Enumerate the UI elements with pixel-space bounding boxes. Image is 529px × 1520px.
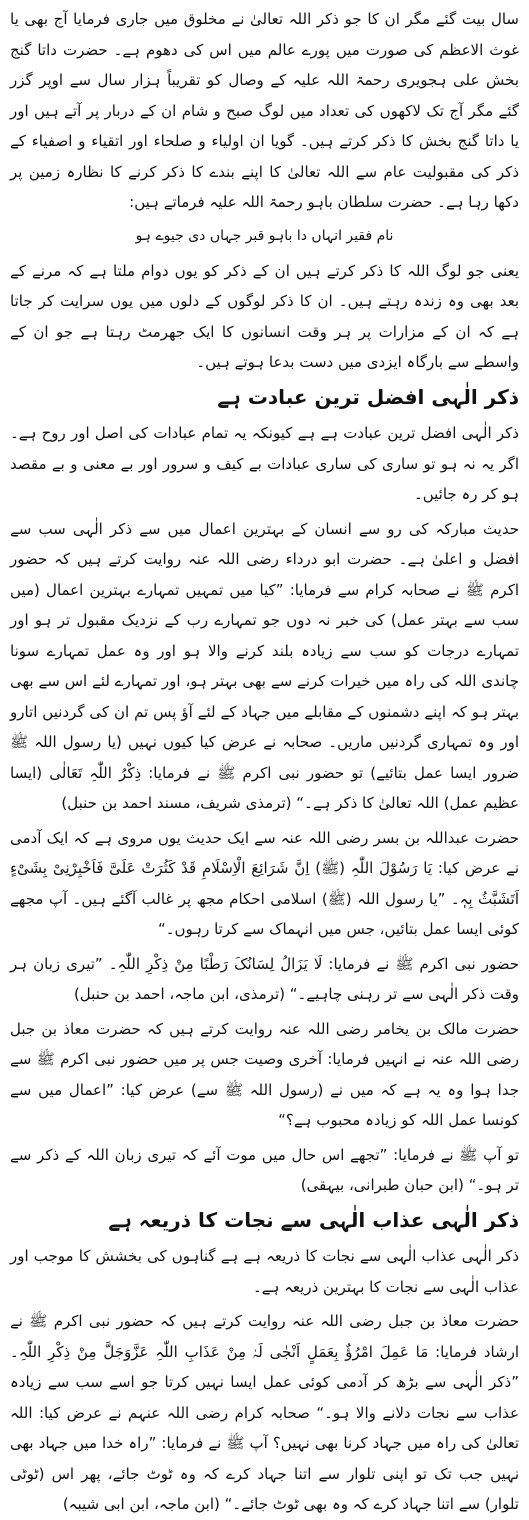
paragraph-malik-bin-yakhamir: حضرت مالک بن یخامر رضی اللہ عنہ روایت کرتے ہیں کہ حضرت معاذ بن جبل رضی اللہ عنہ نے انہیں فرمایا: آخری وصیت جس پر میں حضور نبی اکرم ﷺ سے جدا ہوا وہ یہ ہے کہ میں نے (رسول اللہ ﷺ سے) عرض کیا: ”اعمال میں سے کونسا عمل اللہ کو زیادہ محبوب ہے؟“	[10, 1019, 519, 1129]
verse-line: نام فقیر انہاں دا باہو قبر جہاں دی جیوے ہو	[135, 227, 394, 244]
paragraph-abdullah-bin-busr-hadith: حضرت عبداللہ بن بسر رضی اللہ عنہ سے ایک حدیث یوں مروی ہے کہ ایک آدمی نے عرض کیا: یَا رَسُوْلَ اللّٰہِ (ﷺ) اِنَّ شَرَائِعَ الْاِسْلَامِ قَدْ کَثُرَتْ عَلَیَّ فَاَخْبِرْنِیْ بِشَیْءٍ اَتَشَبَّثُ بِہٖ۔ ”یا رسول اللہ (ﷺ) اسلامی احکام مجھ پر غالب آگئے ہیں۔ آپ مجھے کوئی ایسا عمل بتائیں، جس میں انہماک سے کرتا رہوں۔“	[10, 828, 519, 938]
section-heading-salvation: ذکر الٰہی عذاب الٰہی سے نجات کا ذریعہ ہے	[108, 1207, 519, 1232]
paragraph-remembrance: یعنی جو لوگ اللہ کا ذکر کرتے ہیں ان کے ذکر کو یوں دوام ملتا ہے کہ مرنے کے بعد بھی وہ زندہ رہتے ہیں۔ ان کا ذکر لوگوں کے دلوں میں یوں سرایت کر جاتا ہے کہ ان کے مزارات پر ہر وقت انسانوں کا ایک جھرمٹ رہتا ہے جو ان کے واسطے سے بارگاہ ایزدی میں دست بدعا ہوتے ہیں۔	[10, 261, 519, 371]
paragraph-heading-1	[10, 382, 519, 415]
section-heading-best-worship: ذکر الٰہی افضل ترین عبادت ہے	[217, 384, 519, 409]
paragraph-salvation-intro: ذکر الٰہی عذاب الٰہی سے نجات کا ذریعہ ہے ہے گناہوں کی بخشش کا موجب اور عذاب الٰہی سے نجات کا بہترین ذریعہ ہے۔	[10, 1247, 519, 1296]
paragraph-abu-darda-hadith: حدیث مبارکہ کی رو سے انسان کے بہترین اعمال میں سے ذکر الٰہی سب سے افضل و اعلیٰ ہے۔ حضرت ابو درداء رضی اللہ عنہ روایت کرتے ہیں کہ حضور اکرم ﷺ نے صحابہ کرام سے فرمایا: ”کیا میں تمہیں تمہارے بہترین اعمال (میں سب سے بہتر عمل) کی خبر نہ دوں جو تمہارے رب کے نزدیک مقبول تر ہو اور تمہارے درجات کو سب سے زیادہ بلند کرنے والا ہو اور وہ عمل تمہارے سونا چاندی اللہ کی راہ میں خیرات کرنے سے بھی بہتر ہو، اور تمہارے لئے اس سے بھی بہتر ہو کہ اپنے دشمنوں کے مقابلے میں جہاد کے لئے آؤ پس تم ان کی گردنیں اتارو اور وہ تمہاری گردنیں ماریں۔ صحابہ نے عرض کیا کیوں نہیں (یا رسول اللہ ﷺ ضرور ایسا عمل بتائیے) تو حضور نبی اکرم ﷺ نے فرمایا: ذِکْرُ اللّٰہِ تَعَالٰی (ایسا عظیم عمل) اللہ تعالیٰ کا ذکر ہے۔“ (ترمذی شریف، مسند احمد بن حنبل)	[10, 519, 519, 812]
paragraph-death-remembrance: تو آپ ﷺ نے فرمایا: ”تجھے اس حال میں موت آئے کہ تیری زبان اللہ کے ذکر سے تر ہو۔“ (ابن حبان طبرانی، بیہقی)	[10, 1145, 519, 1194]
paragraph-intro: سال بیت گئے مگر ان کا جو ذکر اللہ تعالیٰ نے مخلوق میں جاری فرمایا آج بھی یا غوث الاعظم کی صورت میں پورے عالم میں اس کی دھوم ہے۔ حضرت داتا گنج بخش علی ہجویری رحمۃ اللہ علیہ کے وصال کو تقریباً ہزار سال سے اوپر گزر گئے مگر آج تک لاکھوں کی تعداد میں لوگ صبح و شام ان کے دربار پر آتے ہیں اور یا داتا گنج بخش کا ذکر کرتے ہیں۔ گویا ان اولیاء و صلحاء اور اتقیاء و اصفیاء کے ذکر کی مقبولیت عام سے اللہ تعالیٰ کا اپنے بندے کا ذکر کرنے کا نظارہ زمین پر دکھا رہا ہے۔ حضرت سلطان باہو رحمۃ اللہ علیہ فرماتے ہیں:	[10, 10, 519, 211]
paragraph-muadh-hadith: حضرت معاذ بن جبل رضی اللہ عنہ روایت کرتے ہیں کہ حضور نبی اکرم ﷺ نے ارشاد فرمایا: مَا عَمِلَ امْرُؤٌ بِعَمَلٍ اَنْجٰی لَہٗ مِنْ عَذَابِ اللّٰہِ عَزَّوَجَلَّ مِنْ ذِکْرِ اللّٰہِ۔ ”ذکر الٰہی سے بڑھ کر آدمی کوئی عمل ایسا نہیں کرتا جو اسے سب سے زیادہ عذاب سے نجات دلانے والا ہو۔“ صحابہ کرام رضی اللہ عنہم نے عرض کیا: اللہ تعالیٰ کی راہ میں جہاد کرنا بھی نہیں؟ آپ ﷺ نے فرمایا: ”راہ خدا میں جہاد بھی نہیں جب تک تو اپنی تلوار سے اتنا جہاد کرے کہ وہ ٹوٹ جائے، پھر اس (ٹوٹی تلوار) سے اتنا جہاد کرے کہ وہ بھی ٹوٹ جائے۔“ (ابن ماجہ، ابن ابی شیبہ)	[10, 1312, 519, 1513]
paragraph-worship-essence: ذکر الٰہی افضل ترین عبادت ہے ہے کیونکہ یہ تمام عبادات کی اصل اور روح ہے۔ اگر یہ نہ ہو تو ساری کی ساری عبادات بے کیف و سرور اور بے معنی و بے مقصد ہو کر رہ جائیں۔	[10, 424, 519, 503]
paragraph-heading-2	[10, 1205, 519, 1238]
paragraph-tongue-moist: حضور نبی اکرم ﷺ نے فرمایا: لَا یَزَالُ لِسَانُکَ رَطْبًا مِنْ ذِکْرِ اللّٰہِ۔ ”تیری زبان ہر وقت ذکر الٰہی سے تر رہنی چاہیے۔“ (ترمذی، ابن ماجہ، احمد بن حنبل)	[10, 954, 519, 1003]
